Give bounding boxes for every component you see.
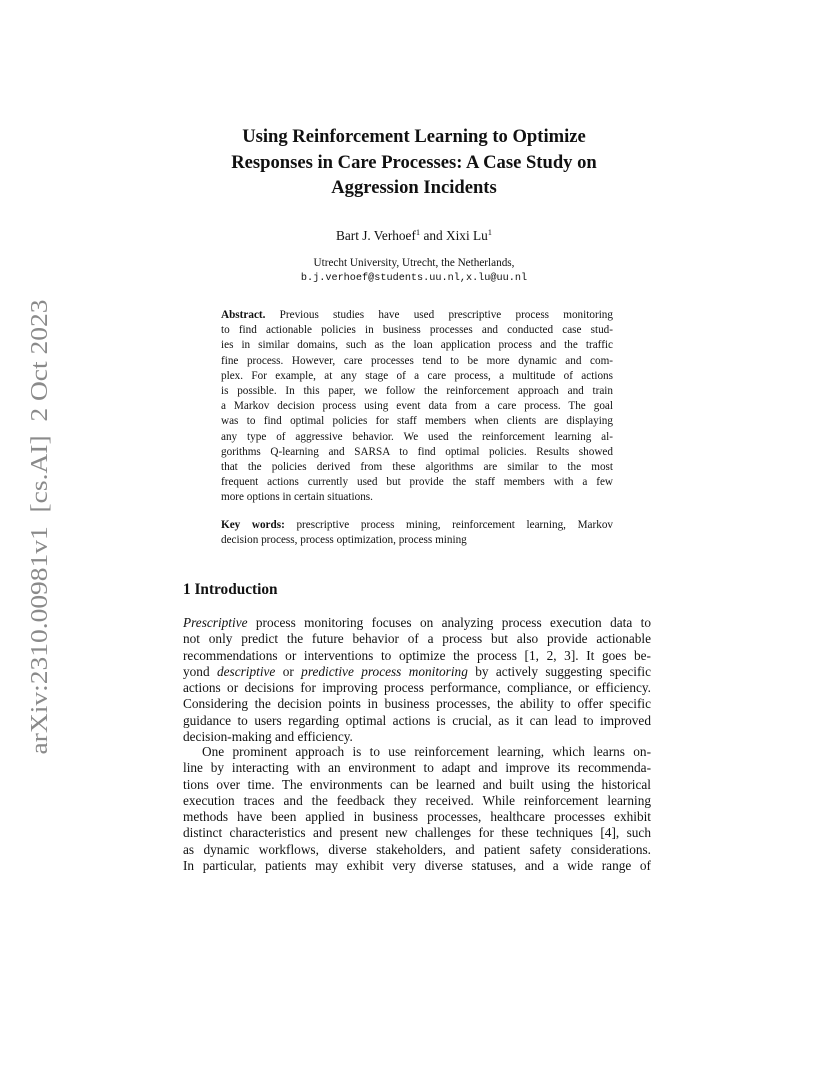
abstract-line: that the policies derived from these algorithms are similar to the most xyxy=(221,461,613,474)
section-title: Introduction xyxy=(194,581,278,598)
author-name: Bart J. Verhoef xyxy=(336,228,416,243)
keywords xyxy=(221,518,613,548)
affiliation-block xyxy=(150,255,678,287)
abstract-line: fine process. However, care processes tend to be more dynamic and com- xyxy=(221,354,613,367)
body-line: Considering the decision points in business processes, the ability to offer specific xyxy=(183,696,651,712)
abstract-line: was to find optimal policies for staff members when clients are displaying xyxy=(221,415,613,428)
author-name: Xixi Lu xyxy=(446,228,488,243)
keywords-label: Key words: xyxy=(221,519,285,531)
abstract-line: ies in similar domains, such as the loan application process and the traffic xyxy=(221,339,613,352)
keywords-text: prescriptive process mining, reinforcement learning, Markov xyxy=(284,519,614,531)
abstract-label: Abstract. xyxy=(221,309,266,321)
body-text: by actively suggesting specific xyxy=(467,663,651,679)
body-text: yond xyxy=(183,663,217,679)
body-line: tions over time. The environments can be learned and built using the historical xyxy=(183,776,651,792)
body-line: methods have been applied in business processes, healthcare processes exhibit xyxy=(183,809,651,825)
abstract-line: is possible. In this paper, we follow the reinforcement approach and train xyxy=(221,385,613,398)
intro-paragraph-1 xyxy=(183,615,651,745)
abstract xyxy=(221,308,613,506)
abstract-line: a Markov decision process using event data from a care process. The goal xyxy=(221,400,613,413)
body-line: guidance to users regarding optimal actions is crucial, as it can lead to improved xyxy=(183,712,651,728)
keywords-line xyxy=(221,518,613,533)
title-line: Using Reinforcement Learning to Optimize xyxy=(242,126,586,147)
abstract-text: Previous studies have used prescriptive process monitoring xyxy=(265,309,613,321)
arxiv-identifier-text: arXiv:2310.00981v1 [cs.AI] 2 Oct 2023 xyxy=(26,348,53,755)
abstract-line: to find actionable policies in business processes and conducted case stud- xyxy=(221,324,613,337)
author-connector: and xyxy=(420,228,446,243)
title-line: Responses in Care Processes: A Case Study on xyxy=(231,151,597,173)
arxiv-identifier-stamp xyxy=(17,295,61,760)
body-line: In particular, patients may exhibit very diverse statuses, and a wide range of xyxy=(183,858,651,874)
body-line xyxy=(183,664,651,680)
body-text: or xyxy=(275,663,302,679)
abstract-line: gorithms Q-learning and SARSA to find optimal policies. Results showed xyxy=(221,445,613,458)
section-number: 1 xyxy=(183,581,191,598)
body-line: not only predict the future behavior of a process but also provide actionable xyxy=(183,631,651,647)
abstract-line: frequent actions currently used but provide the staff members with a few xyxy=(221,476,613,489)
body-line: as dynamic workflows, diverse stakeholders, and patient safety considerations. xyxy=(183,841,651,857)
body-line: actions or decisions for improving process performance, compliance, or efficiency. xyxy=(183,680,651,696)
body-line: One prominent approach is to use reinforcement learning, which learns on- xyxy=(202,744,651,759)
abstract-line: any type of aggressive behavior. We used the reinforcement learning al- xyxy=(221,430,613,443)
affiliation: Utrecht University, Utrecht, the Netherlands, xyxy=(313,257,515,269)
paper-title xyxy=(150,124,678,201)
emphasis-text: Prescriptive xyxy=(183,615,248,630)
abstract-line: plex. For example, at any stage of a care process, a multitude of actions xyxy=(221,369,613,382)
body-text: process monitoring focuses on analyzing process execution data to xyxy=(247,615,651,630)
intro-paragraph-2 xyxy=(183,744,651,874)
section-heading xyxy=(183,581,278,599)
title-line: Aggression Incidents xyxy=(331,177,497,198)
body-line: distinct characteristics and present new challenges for these techniques [4], such xyxy=(183,825,651,841)
affiliation-marker: 1 xyxy=(487,227,492,237)
affiliation-marker: 1 xyxy=(415,227,421,237)
body-line: line by interacting with an environment to adapt and improve its recommenda- xyxy=(183,760,651,776)
emphasis-text: descriptive xyxy=(216,663,276,679)
abstract-line: more options in certain situations. xyxy=(221,491,373,504)
keywords-line: decision process, process optimization, process mining xyxy=(221,534,467,547)
body-line xyxy=(183,615,651,631)
author-emails: b.j.verhoef@students.uu.nl,x.lu@uu.nl xyxy=(300,273,528,284)
body-line: decision-making and efficiency. xyxy=(183,729,353,745)
emphasis-text: predictive process monitoring xyxy=(301,663,468,679)
body-line: recommendations or interventions to optimize the process [1, 2, 3]. It goes be- xyxy=(183,647,651,663)
body-line: execution traces and the feedback they received. While reinforcement learning xyxy=(183,792,651,808)
abstract-line xyxy=(221,308,613,323)
author-list xyxy=(150,227,678,244)
